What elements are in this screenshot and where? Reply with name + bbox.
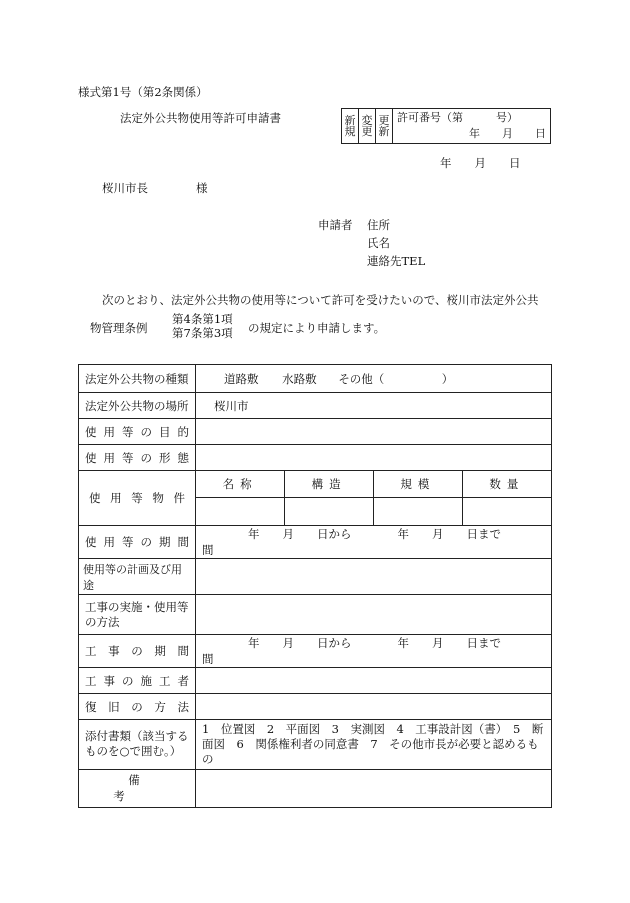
body-line-2-suffix: の規定により申請します。 — [248, 321, 386, 335]
row-form — [79, 445, 552, 471]
period-value: 年 月 日から 年 月 日まで 間 — [202, 527, 536, 557]
article-a: 第4条第1項 — [172, 312, 233, 326]
row-period — [79, 526, 552, 559]
property-label: 使 用 等 物 件 — [89, 491, 185, 505]
row-method — [79, 595, 552, 635]
applicant-label: 申請者 — [318, 218, 353, 232]
quantity-field[interactable] — [462, 497, 551, 525]
purpose-label: 使 用 等 の 目 的 — [85, 424, 189, 439]
form-field[interactable] — [196, 445, 552, 471]
name-label: 氏名 — [367, 236, 390, 250]
option-other[interactable]: その他（ ） — [338, 371, 454, 386]
application-date: 年 月 日 — [440, 156, 521, 170]
remarks-field[interactable] — [196, 769, 552, 807]
new-cell[interactable]: 新規 — [342, 109, 359, 144]
option-road[interactable]: 道路敷 — [224, 371, 259, 386]
row-work-period — [79, 635, 552, 668]
form-title: 法定外公共物使用等許可申請書 — [120, 111, 281, 125]
row-purpose — [79, 419, 552, 445]
row-restore — [79, 694, 552, 720]
permit-date: 年 月 日 — [469, 127, 546, 140]
name-field[interactable] — [196, 497, 285, 525]
period-field[interactable] — [196, 526, 552, 559]
contractor-label: 工 事 の 施 工 者 — [85, 673, 189, 688]
method-label: 工事の実施・使用等の方法 — [79, 595, 196, 635]
work-period-field[interactable] — [196, 635, 552, 668]
property-subtable — [196, 471, 551, 525]
plan-field[interactable] — [196, 559, 552, 595]
place-value: 桜川市 — [214, 398, 249, 413]
method-field[interactable] — [196, 595, 552, 635]
col-scale: 規模 — [374, 471, 463, 497]
work-period-value: 年 月 日から 年 月 日まで 間 — [202, 636, 536, 666]
purpose-field[interactable] — [196, 419, 552, 445]
restore-field[interactable] — [196, 694, 552, 720]
place-label: 法定外公共物の場所 — [79, 393, 196, 419]
row-contractor — [79, 668, 552, 694]
article-b: 第7条第3項 — [172, 326, 233, 340]
body-line-2-prefix: 物管理条例 — [90, 321, 148, 335]
restore-label: 復 旧 の 方 法 — [85, 699, 189, 714]
type-options — [196, 365, 552, 393]
row-type — [79, 365, 552, 393]
form-id: 様式第1号（第2条関係） — [78, 85, 208, 99]
attach-options[interactable]: 1 位置図 2 平面図 3 実測図 4 工事設計図（書） 5 断面図 6 関係権利者の同意書 7 その他市長が必要と認めるもの — [196, 720, 552, 770]
col-structure: 構造 — [285, 471, 374, 497]
row-plan — [79, 559, 552, 595]
attach-label: 添付書類（該当するものを○で囲む。） — [79, 720, 196, 770]
change-cell[interactable]: 変更 — [359, 109, 376, 144]
row-place — [79, 393, 552, 419]
place-value-cell[interactable] — [196, 393, 552, 419]
permit-number-label: 許可番号（第 号） — [397, 111, 518, 124]
honorific: 様 — [196, 181, 208, 195]
contractor-field[interactable] — [196, 668, 552, 694]
col-quantity: 数量 — [462, 471, 551, 497]
row-remarks — [79, 769, 552, 807]
body-line-1: 次のとおり、法定外公共物の使用等について許可を受けたいので、桜川市法定外公共 — [102, 293, 539, 307]
work-period-label: 工 事 の 期 間 — [85, 644, 189, 658]
row-attachments — [79, 720, 552, 770]
addressee: 桜川市長 — [102, 181, 148, 195]
address-label: 住所 — [367, 218, 390, 232]
scale-field[interactable] — [374, 497, 463, 525]
application-table — [78, 364, 552, 808]
period-label: 使 用 等 の 期 間 — [85, 535, 189, 549]
structure-field[interactable] — [285, 497, 374, 525]
permit-kind-box — [341, 108, 551, 144]
type-label: 法定外公共物の種類 — [79, 365, 196, 393]
contact-label: 連絡先TEL — [367, 254, 426, 268]
update-cell[interactable]: 更新 — [376, 109, 393, 144]
form-label: 使 用 等 の 形 態 — [85, 450, 189, 465]
option-water[interactable]: 水路敷 — [282, 371, 317, 386]
col-name: 名称 — [196, 471, 285, 497]
plan-label: 使用等の計画及び用途 — [79, 559, 196, 595]
row-property — [79, 471, 552, 526]
permit-number-cell — [393, 109, 551, 144]
remarks-label: 備考 — [79, 769, 196, 807]
